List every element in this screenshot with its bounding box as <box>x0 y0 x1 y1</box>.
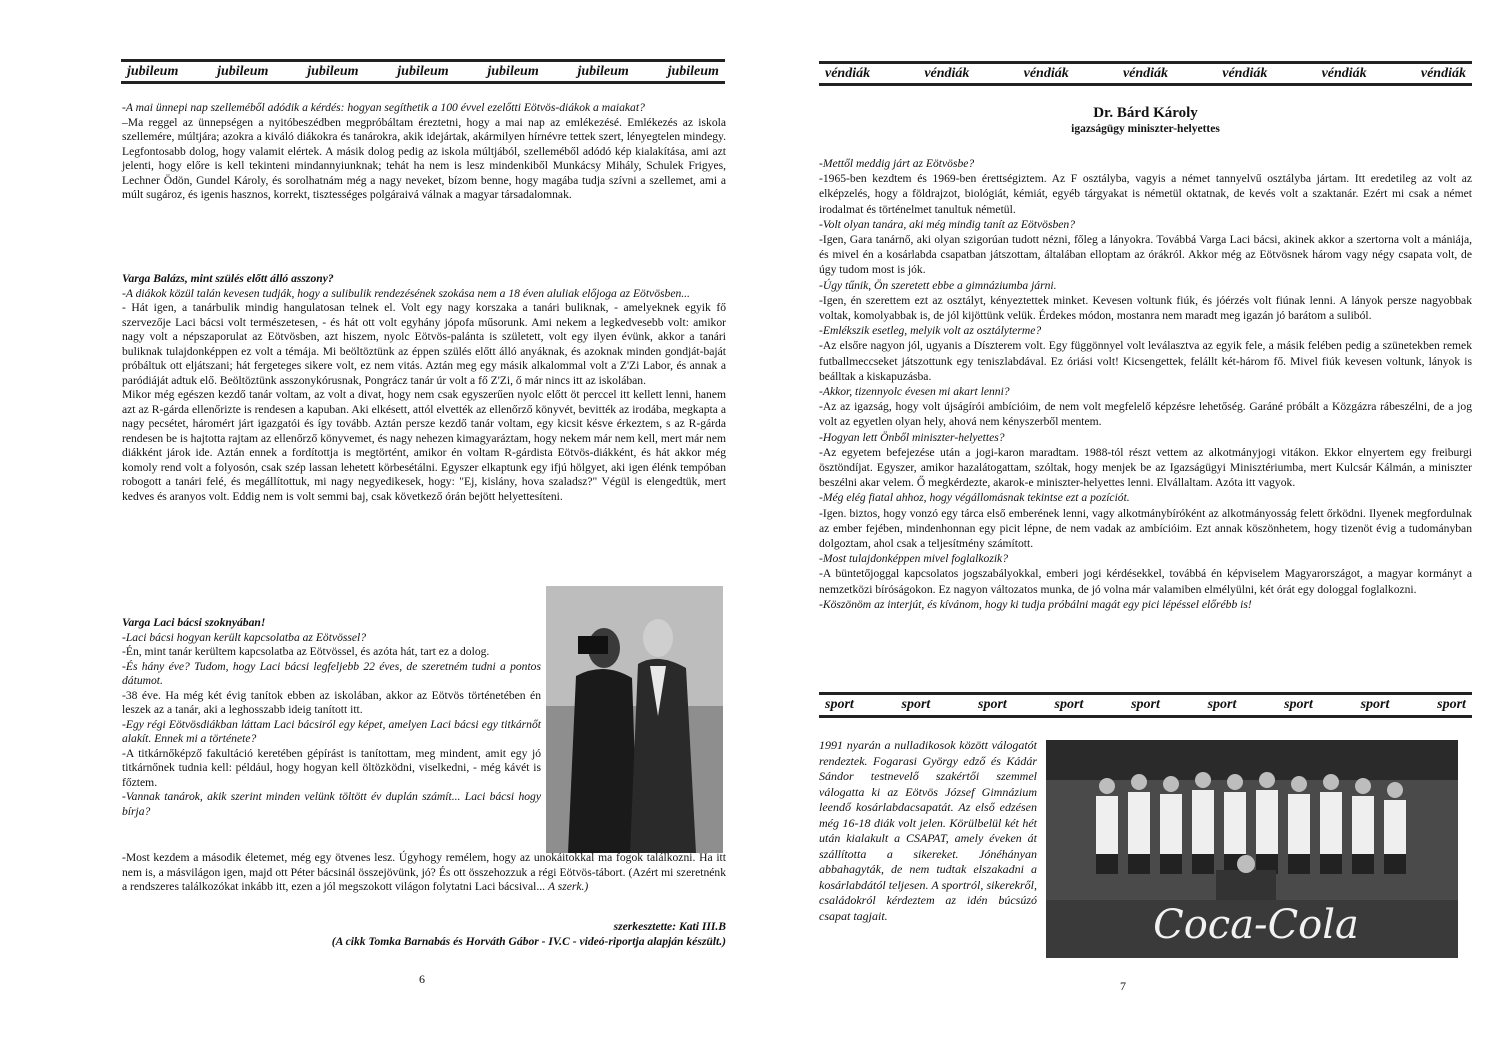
answer: -Igen. biztos, hogy vonzó egy tárca első emberének lenni, vagy alkotmánybíróként az alkotmányosság felett őrködni. Ilyenek megfordulnak az ember fejében, mindenhonnan egy picit lépne, de nem vadak az ambícióim. Ezt annak köszönhetem, hogy tizenöt évig a tudományban dolgoztam, ahol csak a teljesítmény számított. <box>819 506 1472 551</box>
section-heading: Varga Balázs, mint szülés előtt álló asszony? <box>122 272 334 285</box>
person-name: Dr. Bárd Károly <box>1093 105 1198 121</box>
question: -Úgy tűnik, Ön szeretett ebbe a gimnáziumba járni. <box>819 278 1057 292</box>
banner-word: sport <box>1054 697 1084 712</box>
banner-word: jubileum <box>397 63 449 79</box>
answer: - Hát igen, a tanárbulik mindig hangulatosan telnek el. Volt egy nagy korszaka a tanári buliknak, - amelyeknek egyik fő szervezője Laci bácsi volt természetesen, - és hát ott volt egyhány jópofa műsorunk. Ami nekem a legkedvesebb volt: amikor nagy volt a népszaporulat az Eötvösben, azt hiszem, nyolc Eötvös-palánta is született, volt egy ilyen évünk, akkor a tanári buliknak tulajdonképpen ez volt a témája. Mi beöltöztünk az éppen szülés előtt álló anyáknak, és azoknak minden gondját-baját próbáltuk ott eljátszani; hát fergeteges sikere volt, ez nem vitás. Aztán meg egy másik alkalommal volt a Z'Zi Labor, és annak a paródiáját adtuk elő. Beöltöztünk asszonykórusnak, Pongrácz tanár úr volt a fő Z'Zi, ő már nincs itt az iskolában. <box>122 301 726 387</box>
banner-word: jubileum <box>667 63 719 79</box>
question: -Hogyan lett Önből miniszter-helyettes? <box>819 430 1005 444</box>
qa-pair <box>819 490 1472 551</box>
article-credits <box>122 920 726 949</box>
varga-balazs-section <box>122 272 726 504</box>
question: -Emlékszik esetleg, melyik volt az osztályterme? <box>819 324 1042 338</box>
editor-credit: szerkesztette: Kati III.B <box>613 920 726 933</box>
answer: -Igen, én szerettem ezt az osztályt, kényeztettek minket. Kevesen voltunk fiúk, és jóérzés volt fiúnak lenni. A lányok persze nagyobbak voltak, komolyabbak is, de jól kijöttünk velük. Érdekes módon, mostanra nem maradt meg igazán jó barátom a suliból. <box>819 293 1472 323</box>
qa-pair <box>819 384 1472 430</box>
banner-word: véndiák <box>1420 65 1466 81</box>
banner-word: sport <box>825 697 854 712</box>
question: -A diákok közül talán kevesen tudják, hogy a sulibulik rendezésének szokása nem a 18 éven aluliak előjoga az Eötvösben... <box>122 286 690 300</box>
answer: -A büntetőjoggal kapcsolatos jogszabályokkal, emberi jogi kérdésekkel, továbbá én képviselem Magyarországot, a magyar kormányt a nemzetközi bíróságokon. Ez nagyon változatos munka, de jó volna már valamiben elmélyülni, két órát egy dologgal foglalkozni. <box>819 567 1472 596</box>
banner-word: sport <box>1207 697 1237 712</box>
question: -Egy régi Eötvösdiákban láttam Laci bácsiról egy képet, amelyen Laci bácsi egy titkárnőt alakít. Ennek mi a története? <box>122 717 541 745</box>
qa-pair <box>819 551 1472 597</box>
question: -Mettől meddig járt az Eötvösbe? <box>819 157 975 170</box>
closing-line: -Köszönöm az interjút, és kívánom, hogy ki tudja próbálni magát egy pici lépéssel előrébb is! <box>819 597 1252 611</box>
qa-pair <box>819 323 1472 384</box>
banner-word: jubileum <box>217 63 269 79</box>
answer: -Az egyetem befejezése után a jogi-karon maradtam. 1988-tól részt vettem az alkotmányjogi vitákon. Ekkor elnyertem egy freiburgi ösztöndíjat. Egyszer, amikor hazalátogattam, szóltak, hogy menjek be az Igazságügyi Minisztériumba, mert Kulcsár Kálmán, a miniszter beszélni akar velem. Ő megkérdezte, akarok-e miniszter-helyettes lenni. Elvállaltam. Azóta itt vagyok. <box>819 445 1472 490</box>
banner-word: jubileum <box>487 63 539 79</box>
jubileum-banner <box>121 59 725 84</box>
question: -Még elég fiatal ahhoz, hogy végállomásnak tekintse ezt a pozíciót. <box>819 491 1130 505</box>
question: -Laci bácsi hogyan került kapcsolatba az Eötvössel? <box>122 630 367 644</box>
answer: -38 éve. Ha még két évig tanítok ebben az iskolában, akkor az Eötvös történetében én leszek az a tanár, aki a leghosszabb ideig tanított itt. <box>122 688 541 716</box>
photo-teacher-with-camera <box>546 586 723 853</box>
banner-word: véndiák <box>825 65 871 81</box>
intro-question: -A mai ünnepi nap szelleméből adódik a kérdés: hogyan segíthetik a 100 évvel ezelőtti Eötvös-diákok a maiakat? <box>122 101 645 114</box>
banner-word: véndiák <box>1122 65 1169 81</box>
banner-word: sport <box>978 697 1007 712</box>
varga-laci-section <box>122 616 541 819</box>
page-number: 7 <box>1120 979 1126 993</box>
question: -És hány éve? Tudom, hogy Laci bácsi legfeljebb 22 éves, de szeretném tudni a pontos dátumot. <box>122 659 541 687</box>
banner-word: sport <box>1360 697 1390 712</box>
answer: -Most kezdem a második életemet, még egy ötvenes lesz. Úgyhogy remélem, hogy az unokáitokkal ma fogok találkozni. Ha itt nem is, a másvilágon igen, majd ott Péter bácsinál összejövünk, jó? És ott összehozzuk a régi Eötvös-tábort. (Azért mi szeretnénk a rendszeres találkozókat inkább itt, ezen a jól megszokott világon folytatni Laci bácsival... A szerk.) <box>122 851 726 893</box>
intro-interview <box>122 101 726 203</box>
answer: -Én, mint tanár kerültem kapcsolatba az Eötvössel, és azóta hát, tart ez a dolog. <box>122 645 490 658</box>
answer: -Az az igazság, hogy volt újságírói ambícióim, de nem volt megfelelő képzésre lehetőség. Garáné próbált a Közgázra rábeszélni, de a jog volt az egyetlen olyan hely, ahová nem kényszerből mentem. <box>819 400 1472 429</box>
sport-article <box>819 738 1037 924</box>
answer: -Az elsőre nagyon jól, ugyanis a Díszterem volt. Egy függönnyel volt leválasztva az egyik fele, a másik felében pedig a szünetekben remek futballmeccseket játszottunk egy teniszlabdával. Ez óriási volt! Kicsengettek, felállt két-három fő. Mivel fiúk kevesen voltunk, lányok is beálltak a kiskapuzásba. <box>819 339 1472 383</box>
page-number: 6 <box>419 972 425 986</box>
sport-text: 1991 nyarán a nulladikosok között válogatót rendeztek. Fogarasi György edző és Kádár Sándor testnevelő szakértői szemmel válogatta ki az Eötvös József Gimnázium leendő kosárlabdacsapatát. Az első edzésen még 16-18 diák volt jelen. Körülbelül két hét után kialakult a CSAPAT, amely éveken át szállította a sikereket. Jónéhányan abbahagyták, de nem tudtak elszakadni a kosárlabdától teljesen. A sportról, sikerekről, családokról kérdeztem az idén búcsúzó csapat tagjait. <box>819 738 1037 923</box>
banner-word: jubileum <box>307 63 359 79</box>
banner-word: jubileum <box>127 63 179 79</box>
question: -Vannak tanárok, akik szerint minden velünk töltött év duplán számít... Laci bácsi hogy bírja? <box>122 790 541 818</box>
left-page <box>0 0 744 1050</box>
banner-word: véndiák <box>1222 65 1268 81</box>
banner-word: véndiák <box>1023 65 1069 81</box>
varga-laci-final-answer <box>122 851 726 895</box>
question: -Akkor, tizennyolc évesen mi akart lenni? <box>819 385 1010 399</box>
coca-cola-logo: Coca-Cola <box>1153 902 1359 948</box>
sport-banner <box>819 692 1472 718</box>
source-credit: (A cikk Tomka Barnabás és Horváth Gábor - IV.C - videó-riportja alapján készült.) <box>331 934 726 948</box>
question: -Most tulajdonképpen mivel foglalkozik? <box>819 552 1008 566</box>
banner-word: sport <box>1284 697 1313 712</box>
person-title: igazságügy miniszter-helyettes <box>1071 123 1220 135</box>
qa-pair <box>819 278 1472 324</box>
interview-title <box>819 104 1472 136</box>
answer: -1965-ben kezdtem és 1969-ben érettségiztem. Az F osztályba, vagyis a német tannyelvű osztályba jártam. Itt eredetileg az volt az elképzelés, hogy a földrajzot, biológiát, kémiát, egyéb tárgyakat is németül oktatnak, de kevés volt a szaktanár. Ezért mi csak a német irodalmat és történelmet tanultuk németül. <box>819 172 1472 216</box>
qa-pair <box>819 430 1472 491</box>
answer: -A titkárnőképző fakultáció keretében gépírást is tanítottam, meg mindent, amit egy jó titkárnőnek tudnia kell: például, hogy hogyan kell öltözködni, viselkedni, - még kávét is főztem. <box>122 746 541 789</box>
right-page <box>744 0 1489 1050</box>
banner-word: sport <box>901 697 931 712</box>
bard-interview <box>819 156 1472 612</box>
banner-word: sport <box>1437 697 1466 712</box>
banner-word: véndiák <box>924 65 970 81</box>
banner-word: véndiák <box>1321 65 1367 81</box>
section-heading: Varga Laci bácsi szoknyában! <box>122 616 266 629</box>
qa-pair <box>819 156 1472 217</box>
question: -Volt olyan tanára, aki még mindig tanít az Eötvösben? <box>819 217 1076 231</box>
answer: -Igen, Gara tanárnő, aki olyan szigorúan tudott nézni, főleg a lányokra. Továbbá Varga Laci bácsi, akinek akkor a szertorna volt a mániája, és mivel én a kosárlabda csapatban játszottam, általában elloptam az órákról. Akkor még az Eötvösnek három vagy négy csapata volt, de úgy tudom most is jók. <box>819 233 1472 277</box>
basketball-team-photo <box>1046 740 1458 958</box>
answer: Mikor még egészen kezdő tanár voltam, az volt a divat, hogy nem csak egyszerűen nyolc előtt öt perccel itt kellett lenni, hanem azt az R-gárda ellenőrizte is rendesen a kapuban. Aki elkésett, attól elvették az ellenőrző könyvét, bevitték az irodába, megkapta a nagy pecsétet, háromért járt igazgatói és így tovább. Aztán persze kezdő tanár voltam, egy kicsit késve érkeztem, s az R-gárda rendesen be is hajtotta rajtam az ellenőrző könyvemet, és nagy nehezen kimagyaráztam, hogy nekem már nem kell, mert már nem diákként járok ide. Aztán ennek a fordítottja is megtörtént, amikor én voltam R-gárdista Eötvös-diákként, és hát akkor még komoly rend volt a folyosón, csak szép lassan lehetett körbesétálni. Egyszer elkaptunk egy ifjú hölgyet, aki igen élénk tempóban robogott a tanári felé, és megállítottuk, mi nagy negyedikesek, hogy: "Ej, kislány, hova szaladsz?" Végül is elengedtük, mert kedves és aranyos volt. Eddig nem is volt semmi baj, csak következő órán bejött helyettesíteni. <box>122 388 726 503</box>
qa-pair <box>819 217 1472 278</box>
vendiak-banner <box>819 61 1472 86</box>
intro-answer: –Ma reggel az ünnepségen a nyitóbeszédben megpróbáltam éreztetni, hogy a mai nap az emlékezésé. Emlékezés az iskola szellemére, múltjára; azokra a kiváló diákokra és tanárokra, akik idejártak, akármilyen hírnévre tettek szert, lényegtelen mindegy. Legfontosabb dolog, hogy valamit elértek. A másik dolog pedig az iskola múltjából, szelleméből adódó kép kialakítása, ami azt jelenti, hogy előre is kell tekinteni mindannyiunknak; tehát ha nem is lesz mindenkiből Munkácsy Mihály, Schulek Frigyes, Lechner Ödön, Gundel Károly, és sorolhatnám még a nagy neveket, bízom benne, hogy magába tudja szívni a szellemet, ami a múlt sugároz, és igenis hasznos, korrekt, tisztességes polgáraivá válnak a magyar társadalomnak. <box>122 115 726 201</box>
banner-word: sport <box>1131 697 1160 712</box>
banner-word: jubileum <box>577 63 629 79</box>
